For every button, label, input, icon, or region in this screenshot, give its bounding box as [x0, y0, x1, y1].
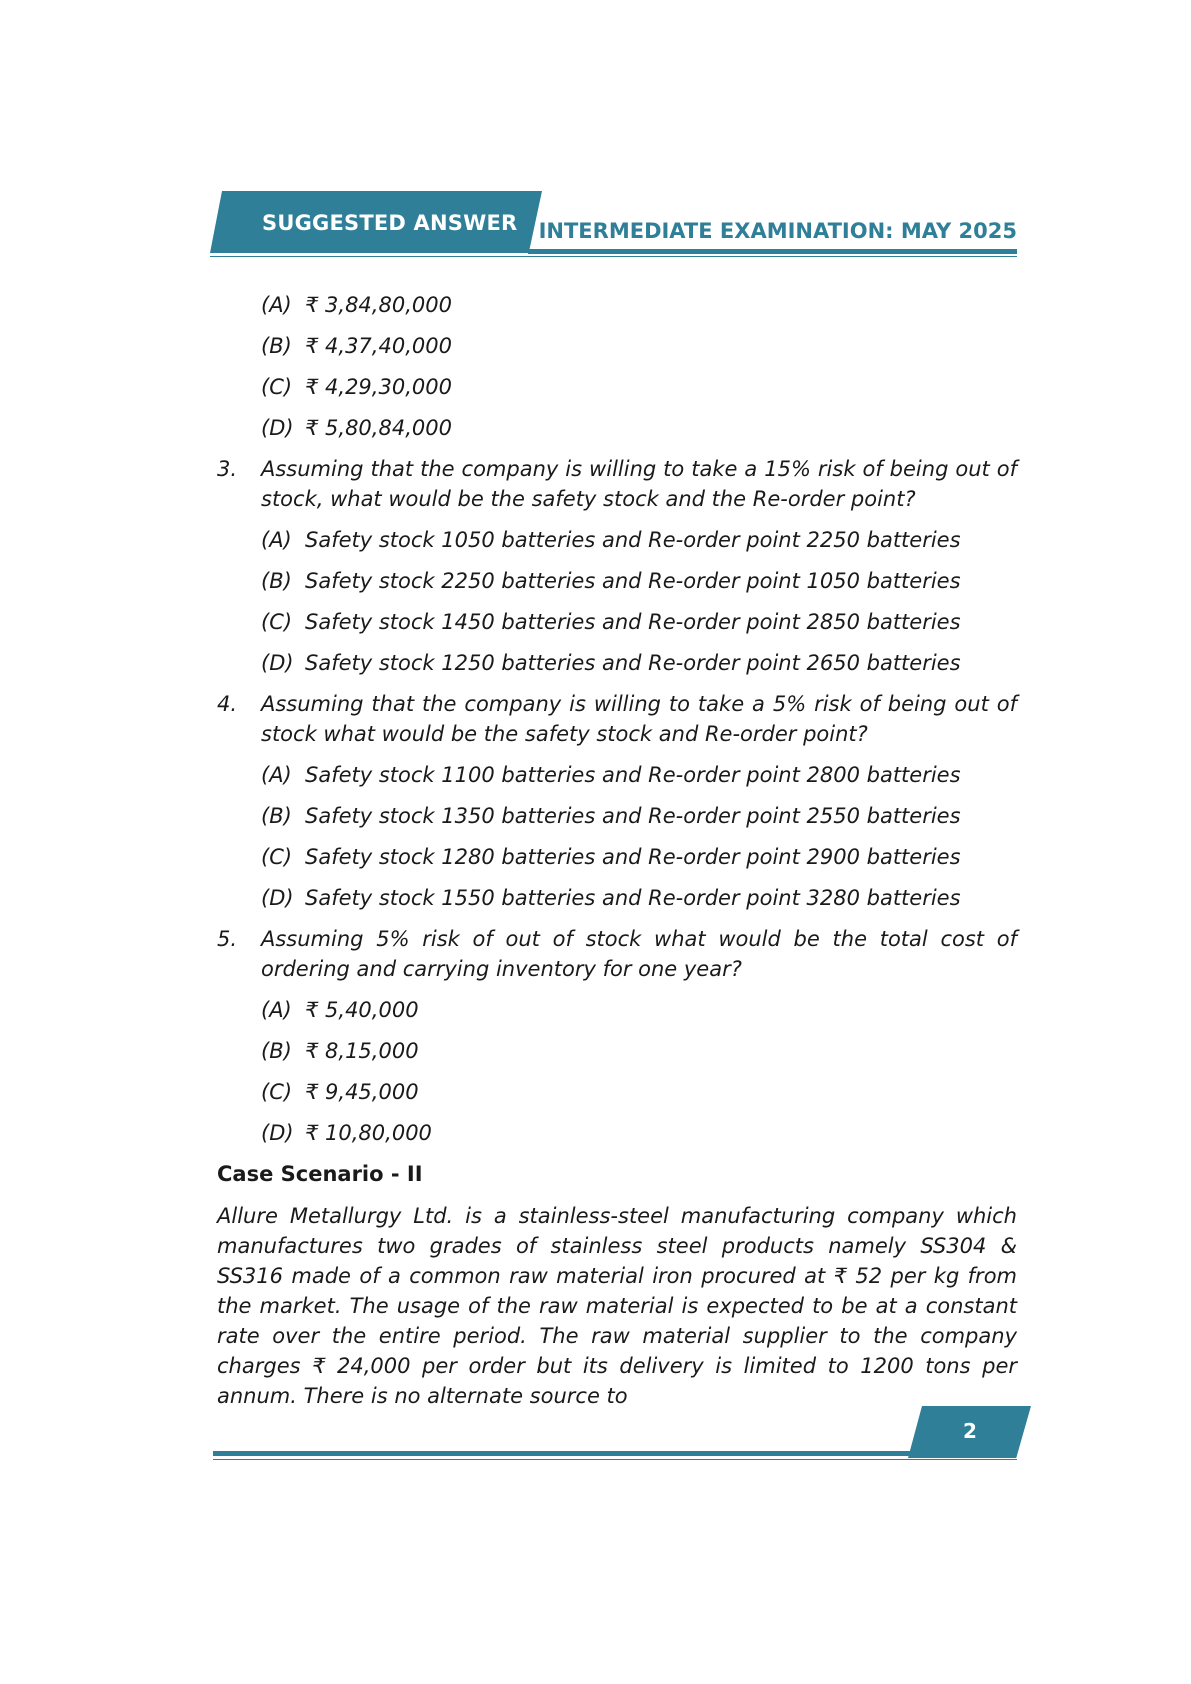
case-scenario-heading: Case Scenario - II	[217, 1162, 423, 1186]
case-scenario-paragraph: Allure Metallurgy Ltd. is a stainless-steel manufacturing company which manufactures two grades of stainless steel products namely SS304 & SS316 made of a common raw material iron procured at ₹ 52 per kg from the market. The usage of the raw material is expected to be at a constant rate over the entire period. The raw material supplier to the company charges ₹ 24,000 per order but its delivery is limited to 1200 tons per annum. There is no alternate source to	[217, 1204, 1017, 1408]
question-5: 5. Assuming 5% risk of out of stock what would be the total cost of ordering and carrying inventory for one year?	[217, 927, 1017, 981]
q4-option: (D) Safety stock 1550 batteries and Re-order point 3280 batteries	[261, 886, 961, 910]
footer-rule-thick	[213, 1451, 910, 1456]
q2-option: (D) ₹ 5,80,84,000	[261, 416, 452, 440]
q4-option: (C) Safety stock 1280 batteries and Re-order point 2900 batteries	[261, 845, 961, 869]
page-number: 2	[963, 1419, 977, 1443]
q5-option: (A) ₹ 5,40,000	[261, 998, 419, 1022]
q2-option: (A) ₹ 3,84,80,000	[261, 293, 452, 317]
q4-option: (B) Safety stock 1350 batteries and Re-order point 2550 batteries	[261, 804, 961, 828]
q3-option: (D) Safety stock 1250 batteries and Re-order point 2650 batteries	[261, 651, 961, 675]
footer-rule-thin	[213, 1459, 1017, 1460]
page-content	[217, 290, 1017, 1411]
q3-option: (C) Safety stock 1450 batteries and Re-order point 2850 batteries	[261, 610, 961, 634]
q5-option: (B) ₹ 8,15,000	[261, 1039, 419, 1063]
q3-option: (B) Safety stock 2250 batteries and Re-order point 1050 batteries	[261, 569, 961, 593]
q2-option: (B) ₹ 4,37,40,000	[261, 334, 452, 358]
q5-option: (D) ₹ 10,80,000	[261, 1121, 432, 1145]
q5-option: (C) ₹ 9,45,000	[261, 1080, 419, 1104]
q3-option: (A) Safety stock 1050 batteries and Re-order point 2250 batteries	[261, 528, 961, 552]
question-4: 4. Assuming that the company is willing to take a 5% risk of being out of stock what would be the safety stock and Re-order point?	[217, 692, 1017, 746]
question-3: 3. Assuming that the company is willing to take a 15% risk of being out of stock, what would be the safety stock and the Re-order point?	[217, 457, 1017, 511]
q4-option: (A) Safety stock 1100 batteries and Re-order point 2800 batteries	[261, 763, 961, 787]
header-rule-thin	[210, 256, 1017, 257]
exam-title: INTERMEDIATE EXAMINATION: MAY 2025	[538, 219, 1017, 243]
header-tab-label: SUGGESTED ANSWER	[262, 211, 518, 235]
q2-option: (C) ₹ 4,29,30,000	[261, 375, 452, 399]
header-rule-thick	[528, 249, 1017, 254]
